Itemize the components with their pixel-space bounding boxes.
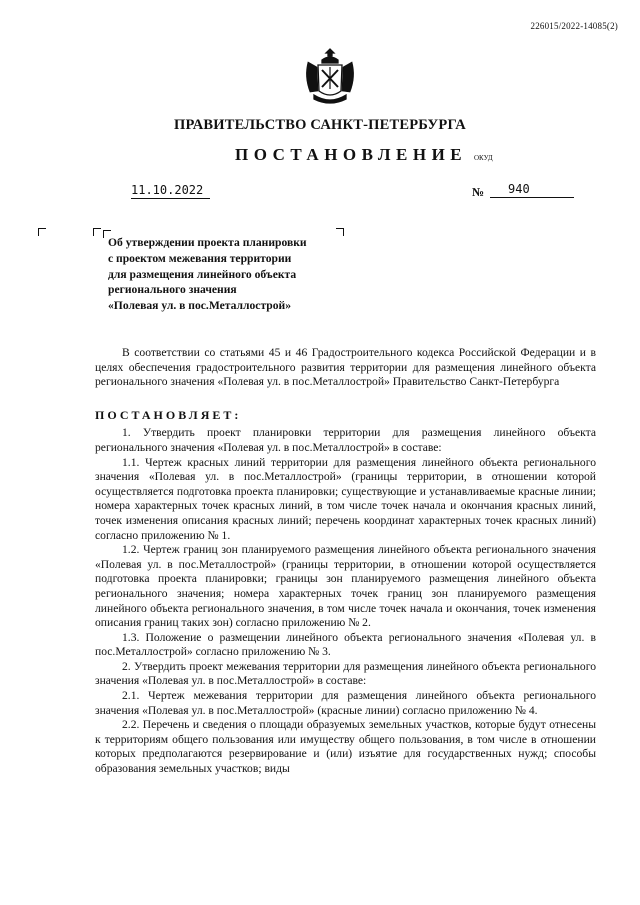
corner-mark-left-inner-a (93, 228, 101, 236)
item-paragraph: 1. Утвердить проект планировки территории для размещения линейного объекта регионального значения «Полевая ул. в пос.Металлострой» в составе: (95, 426, 596, 454)
item-paragraph: 2.1. Чертеж межевания территории для размещения линейного объекта регионального значения «Полевая ул. в пос.Металлострой» (красные линии) согласно приложению № 4. (95, 689, 596, 717)
subject-line: «Полевая ул. в пос.Металлострой» (108, 299, 292, 313)
document-type-title: ПОСТАНОВЛЕНИЕ (235, 145, 468, 164)
okud-label: ОКУД (474, 154, 493, 162)
subject-line: регионального значения (108, 283, 237, 297)
preamble-paragraph: В соответствии со статьями 45 и 46 Градостроительного кодекса Российской Федерации и в целях обеспечения градостроительного развития территории для размещения линейного объекта регионального значения «Полевая ул. в пос.Металлострой» Правительство Санкт-Петербурга (95, 346, 596, 389)
item-paragraph: 1.2. Чертеж границ зон планируемого размещения линейного объекта регионального значения «Полевая ул. в пос.Металлострой» (границы территории, в отношении которой осуществляется подготовка проекта планировки; границы зон планируемого размещения линейного объекта регионального значения; номера характерных точек границ зон планируемого размещения линейного объекта регионального значения, в том числе точек начала и окончания, точек изменения описания границ таких зон) согласно приложению № 2. (95, 543, 596, 630)
corner-mark-left-outer (38, 228, 46, 236)
document-id: 226015/2022-14085(2) (530, 21, 618, 31)
document-body (95, 346, 596, 777)
item-paragraph: 2. Утвердить проект межевания территории для размещения линейного объекта регионального значения «Полевая ул. в пос.Металлострой» в составе: (95, 659, 596, 688)
resolves-heading: ПОСТАНОВЛЯЕТ: (95, 407, 242, 422)
coat-of-arms-emblem (300, 47, 360, 107)
subject-line: с проектом межевания территории (108, 251, 292, 265)
item-paragraph: 1.1. Чертеж красных линий территории для размещения линейного объекта регионального значения «Полевая ул. в пос.Металлострой» (границы территории, в отношении которой осуществляется подготовка проекта планировки; существующие и устанавливаемые красные линии; номера характерных точек красных линий, в том числе точек начала и окончания красных линий, точек изменения описания красных линий; перечень координат характерных точек красных линий) согласно приложению № 1. (95, 455, 596, 542)
number-sign: № (472, 185, 485, 199)
subject-line: Об утверждении проекта планировки (108, 236, 307, 249)
document-number: 940 (490, 182, 574, 198)
government-name: ПРАВИТЕЛЬСТВО САНКТ-ПЕТЕРБУРГА (174, 117, 466, 133)
item-paragraph: 1.3. Положение о размещении линейного объекта регионального значения «Полевая ул. в пос.Металлострой» согласно приложению № 3. (95, 630, 596, 659)
subject-line: для размещения линейного объекта (108, 267, 297, 281)
document-date: 11.10.2022 (131, 183, 210, 199)
document-subject (108, 235, 348, 314)
item-paragraph: 2.2. Перечень и сведения о площади образуемых земельных участков, которые будут отнесены к территориям общего пользования или имуществу общего пользования, в том числе в отношении которых предполагаются резервирование и (или) изъятие для государственных нужд; способы образования земельных участков; виды (95, 718, 596, 776)
